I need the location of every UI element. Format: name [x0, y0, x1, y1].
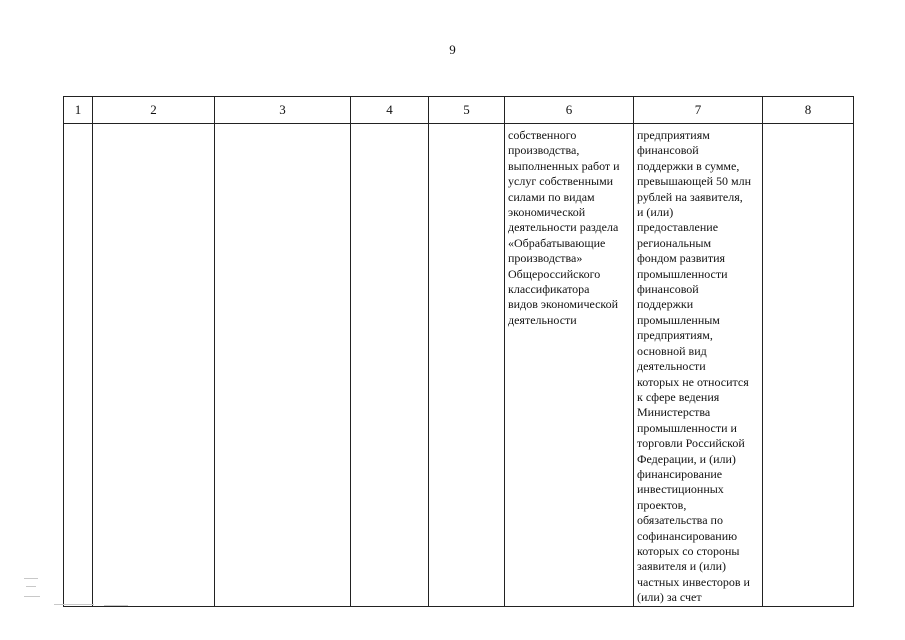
cell-col-2-text: [93, 124, 214, 128]
cell-col-2: [93, 124, 215, 607]
table-row: [64, 124, 854, 607]
cell-col-8: [763, 124, 854, 607]
column-header-7: 7: [634, 97, 763, 124]
cell-col-4: [351, 124, 429, 607]
cell-col-7: [634, 124, 763, 607]
column-header-4: 4: [351, 97, 429, 124]
cell-col-3-text: [215, 124, 350, 128]
cell-col-6: [505, 124, 634, 607]
cell-col-5: [429, 124, 505, 607]
document-table: [63, 96, 854, 607]
column-header-2: 2: [93, 97, 215, 124]
page-number: 9: [449, 42, 456, 57]
table-header-row: [64, 97, 854, 124]
column-header-1: 1: [64, 97, 93, 124]
scan-noise-mark: [24, 574, 144, 610]
cell-col-7-text: предприятиям финансовой поддержки в сумме, превышающей 50 млн рублей на заявителя, и (или) предоставление региональным фондом развития промышленности финансовой поддержки промышленным предприятиям, основной вид деятельности которых не относится к сфере ведения Министерства промышленности и торговли Российской Федерации, и (или) финансирование инвестиционных проектов, обязательства по софинансированию которых со стороны заявителя и (или) частных инвесторов и (или) за счет: [637, 128, 751, 605]
column-header-5: 5: [429, 97, 505, 124]
column-header-8: 8: [763, 97, 854, 124]
cell-col-1-text: [64, 124, 92, 128]
column-header-3: 3: [215, 97, 351, 124]
column-header-6: 6: [505, 97, 634, 124]
cell-col-6-text: собственного производства, выполненных работ и услуг собственными силами по видам экономической деятельности раздела «Обрабатывающие производства» Общероссийского классификатора видов экономической деятельности: [508, 128, 620, 327]
cell-col-3: [215, 124, 351, 607]
cell-col-1: [64, 124, 93, 607]
cell-col-5-text: [429, 124, 504, 128]
cell-col-4-text: [351, 124, 428, 128]
cell-col-8-text: [763, 124, 853, 128]
